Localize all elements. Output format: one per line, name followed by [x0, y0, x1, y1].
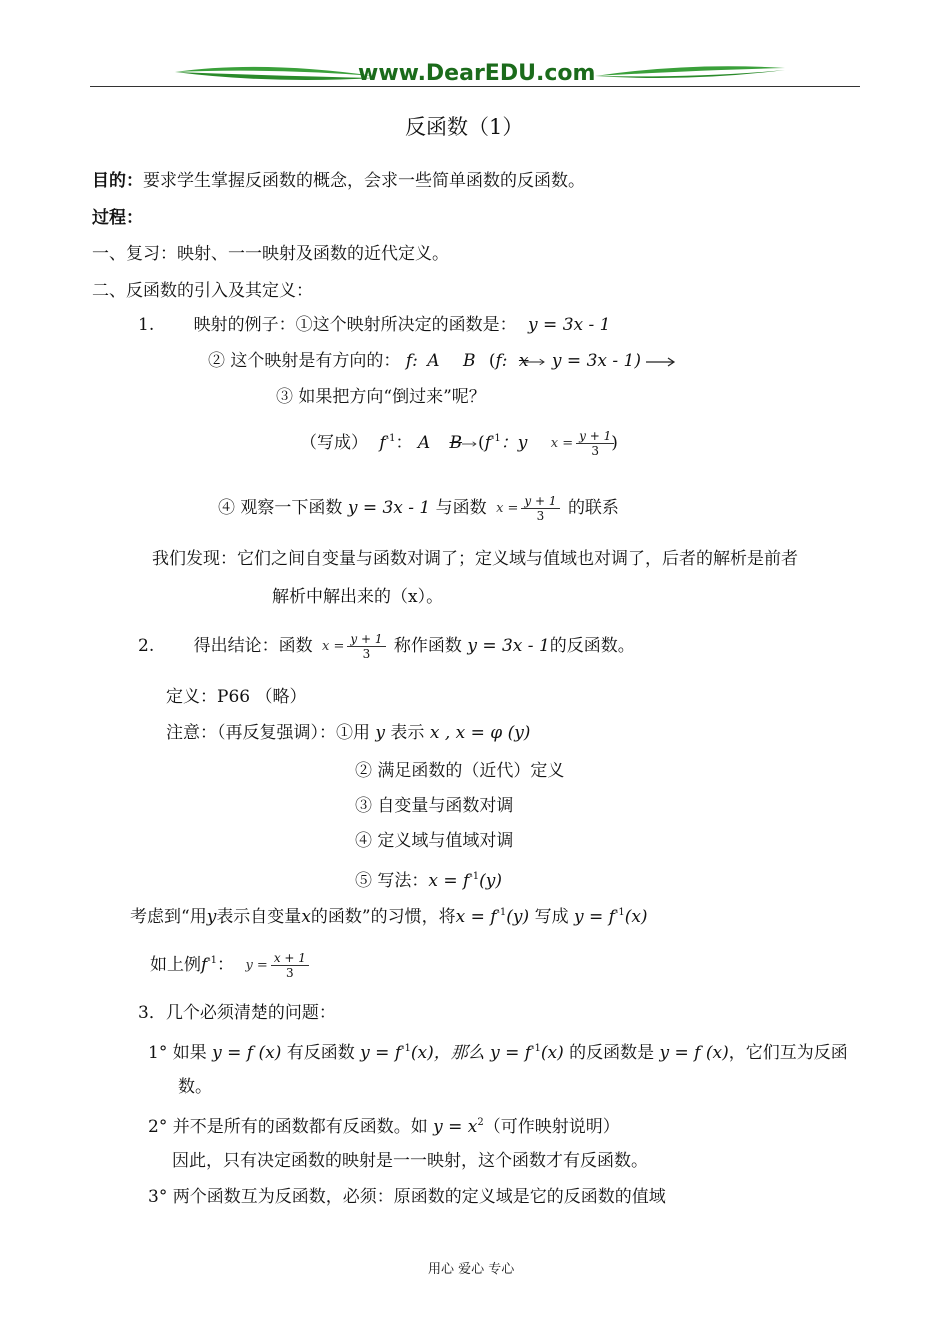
arrow-icon [646, 357, 676, 367]
point-one-func: y = 3x - 1 [528, 315, 611, 335]
mapping-direction-text: ② 这个映射是有方向的： [208, 351, 401, 371]
consider-d: x [301, 907, 311, 927]
write-as-finv2: f [484, 433, 491, 453]
note-five-label: ⑤ 写法： [355, 871, 429, 891]
write-as-finv: f [379, 433, 386, 453]
purpose-line [92, 170, 585, 192]
notes-represent: 表示 [390, 723, 425, 743]
write-as-open: ( [478, 433, 485, 453]
point-two-post: 的反函数。 [549, 636, 635, 656]
consider-c: 表示自变量 [216, 907, 302, 927]
example-pre: 如上例 [150, 955, 201, 975]
mapping-paren: ( [488, 351, 496, 371]
q1-sup: -1 [401, 1043, 411, 1054]
point-two-x: x = [322, 638, 345, 654]
discover-line-2: 解析中解出来的（x）。 [272, 587, 444, 607]
mapping-set-b: B [462, 351, 476, 371]
example-sup: -1 [207, 955, 218, 966]
question-one-cont: 数。 [178, 1077, 212, 1097]
note-five-arg: (y) [479, 871, 502, 891]
note-five [355, 866, 502, 892]
consider-i: y = f [573, 907, 615, 927]
write-as-line [300, 428, 618, 458]
arrow-icon [525, 357, 547, 367]
header-banner [90, 58, 860, 90]
observe-pre: ④ 观察一下函数 [218, 498, 343, 518]
point-two-number: 2. [138, 636, 155, 656]
q2-sup: 2 [477, 1117, 484, 1128]
q2-c: （可作映射说明） [483, 1117, 620, 1137]
example-line [150, 950, 312, 980]
arrow-icon [462, 439, 478, 449]
note-three: ③ 自变量与函数对调 [355, 796, 514, 816]
consider-a: 考虑到“用 [130, 907, 207, 927]
question-three: 3° 两个函数互为反函数，必须：原函数的定义域是它的反函数的值域 [148, 1187, 666, 1207]
q1-i: y = f (x) [659, 1043, 729, 1063]
notes-label: 注意：（再反复强调）：①用 [166, 723, 370, 743]
reverse-direction-line: ③ 如果把方向“倒过来”呢？ [276, 387, 486, 407]
consider-sup2: -1 [614, 907, 625, 918]
fraction: $\frac{y + 1}{3}$ [521, 494, 559, 523]
definition-line: 定义：P66 （略） [166, 687, 307, 707]
write-as-x: x = [550, 435, 574, 451]
observe-func: y = 3x - 1 [347, 498, 431, 518]
consider-g: (y) [506, 907, 530, 927]
write-as-sup: -1 [385, 433, 396, 444]
write-as-a: A [417, 433, 431, 453]
mapping-f: f: [405, 351, 418, 371]
point-two-func: y = 3x - 1 [467, 636, 550, 656]
note-two: ② 满足函数的（近代）定义 [355, 761, 565, 781]
consider-h: 写成 [534, 907, 569, 927]
observe-mid: 与函数 [435, 498, 487, 518]
process-label: 过程： [92, 208, 143, 228]
page-title: 反函数（1） [405, 115, 524, 139]
discover-line-1: 我们发现：它们之间自变量与函数对调了；定义域与值域也对调了，后者的解析是前者 [152, 549, 798, 569]
point-two-pre: 得出结论：函数 [193, 636, 313, 656]
site-logo: www.DearEDU.com [358, 61, 596, 86]
q1-h: 的反函数是 [569, 1043, 655, 1063]
consider-f: x = f [455, 907, 497, 927]
q1-d: y = f [360, 1043, 402, 1063]
notes-x-phi: x , x = φ (y) [429, 723, 531, 743]
point-two-mid: 称作函数 [393, 636, 462, 656]
q1-j: ，它们互为反函 [728, 1043, 848, 1063]
write-as-label: （写成） [300, 433, 368, 453]
q1-c: 有反函数 [286, 1043, 355, 1063]
fraction: $\frac{x + 1}{3}$ [271, 951, 309, 980]
section-two: 二、反函数的引入及其定义： [92, 281, 313, 301]
question-one [148, 1038, 848, 1064]
q2-a: 2° 并不是所有的函数都有反函数。如 [148, 1117, 428, 1137]
note-five-expr: x = f [428, 871, 470, 891]
note-five-sup: -1 [469, 871, 480, 882]
write-as-b: B [449, 433, 463, 453]
q1-g: (x) [540, 1043, 564, 1063]
example-f: f [201, 955, 208, 975]
mapping-x: x [518, 351, 529, 371]
example-y: y = [245, 957, 268, 973]
question-two [148, 1112, 620, 1138]
mapping-y: y = 3x - 1) [551, 351, 641, 371]
notes-y: y [375, 723, 386, 743]
fraction: $\frac{y + 1}{3}$ [576, 429, 614, 458]
q2-b: y = x [433, 1117, 478, 1137]
observe-post: 的联系 [567, 498, 619, 518]
point-one-intro: 映射的例子：①这个映射所决定的函数是： [193, 315, 517, 335]
point-one-number: 1. [138, 315, 155, 335]
write-as-colon: ： [395, 433, 413, 453]
example-colon: ： [217, 955, 235, 975]
note-four: ④ 定义域与值域对调 [355, 831, 514, 851]
q1-sup2: -1 [531, 1043, 541, 1054]
mapping-set-a: A [427, 351, 440, 371]
point-one [138, 314, 610, 336]
write-as-close: ) [611, 433, 618, 453]
q1-f: y = f [490, 1043, 532, 1063]
footer: 用心 爱心 专心 [428, 1262, 515, 1277]
notes-line [166, 722, 530, 744]
mapping-direction-line [208, 350, 676, 372]
consider-line [130, 902, 648, 928]
point-three: 3．几个必须清楚的问题： [138, 1003, 336, 1023]
question-two-cont: 因此，只有决定函数的映射是一一映射，这个函数才有反函数。 [172, 1151, 648, 1171]
header-rule [90, 86, 860, 87]
fraction: $\frac{y + 1}{3}$ [347, 632, 385, 661]
mapping-f2: f: [495, 351, 508, 371]
purpose-text: 要求学生掌握反函数的概念，会求一些简单函数的反函数。 [143, 171, 585, 191]
write-as-sup2: -1 [490, 433, 501, 444]
observe-line [218, 494, 619, 523]
consider-e: 的函数”的习惯，将 [310, 907, 456, 927]
q1-e: (x)，那么 [410, 1043, 485, 1063]
q1-a: 1° 如果 [148, 1043, 207, 1063]
purpose-label: 目的： [92, 171, 143, 191]
point-two [138, 632, 635, 661]
consider-j: (x) [624, 907, 648, 927]
consider-b: y [206, 907, 217, 927]
consider-sup: -1 [496, 907, 507, 918]
q1-b: y = f (x) [212, 1043, 282, 1063]
observe-x: x = [496, 500, 519, 516]
section-one: 一、复习：映射、一一映射及函数的近代定义。 [92, 244, 449, 264]
write-as-y: ：y [500, 433, 528, 453]
